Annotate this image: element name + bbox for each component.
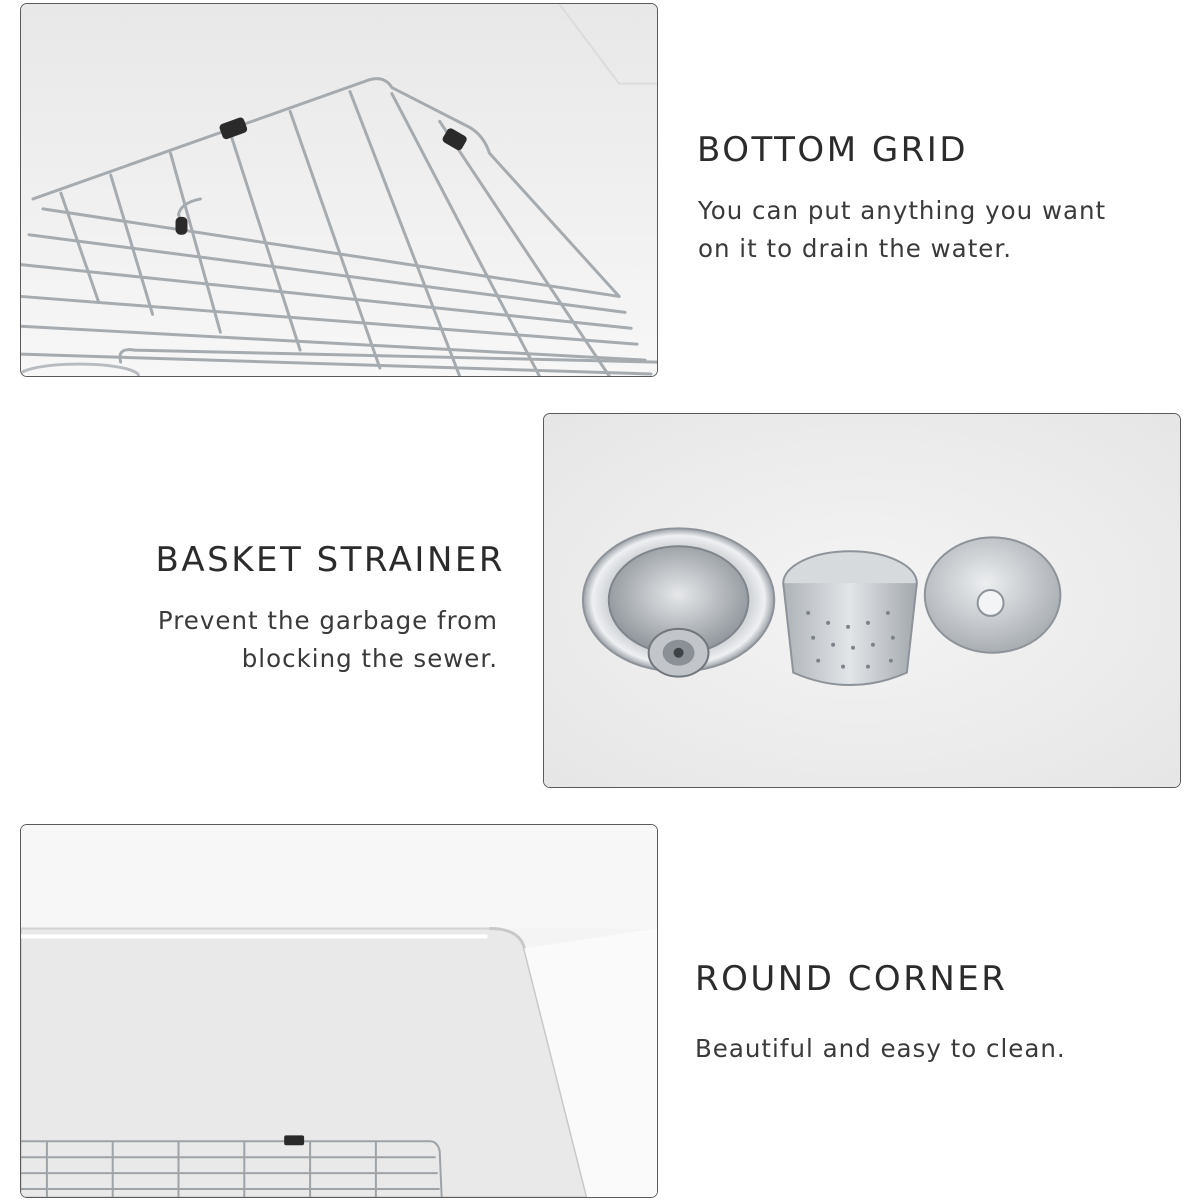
bottom-grid-title: BOTTOM GRID bbox=[697, 130, 969, 170]
bottom-grid-description-line: on it to drain the water. bbox=[698, 234, 1012, 263]
round-corner-title: ROUND CORNER bbox=[695, 959, 1008, 999]
basket-strainer-description-line: blocking the sewer. bbox=[241, 644, 498, 673]
bottom-grid-description-line: You can put anything you want bbox=[698, 196, 1107, 225]
basket-strainer-description-line: Prevent the garbage from bbox=[157, 606, 498, 635]
round-corner-photo bbox=[20, 824, 658, 1198]
basket-strainer-photo bbox=[543, 413, 1181, 788]
sink-corner-illustration bbox=[21, 825, 657, 1197]
bottom-grid-description bbox=[698, 192, 1106, 268]
basket-strainer-description bbox=[158, 602, 498, 678]
round-corner-description bbox=[695, 1030, 1066, 1068]
round-corner-description-line: Beautiful and easy to clean. bbox=[695, 1034, 1066, 1063]
wire-grid-illustration bbox=[21, 4, 657, 376]
basket-strainer-title: BASKET STRAINER bbox=[155, 540, 505, 580]
strainer-illustration bbox=[544, 414, 1180, 787]
bottom-grid-photo bbox=[20, 3, 658, 377]
